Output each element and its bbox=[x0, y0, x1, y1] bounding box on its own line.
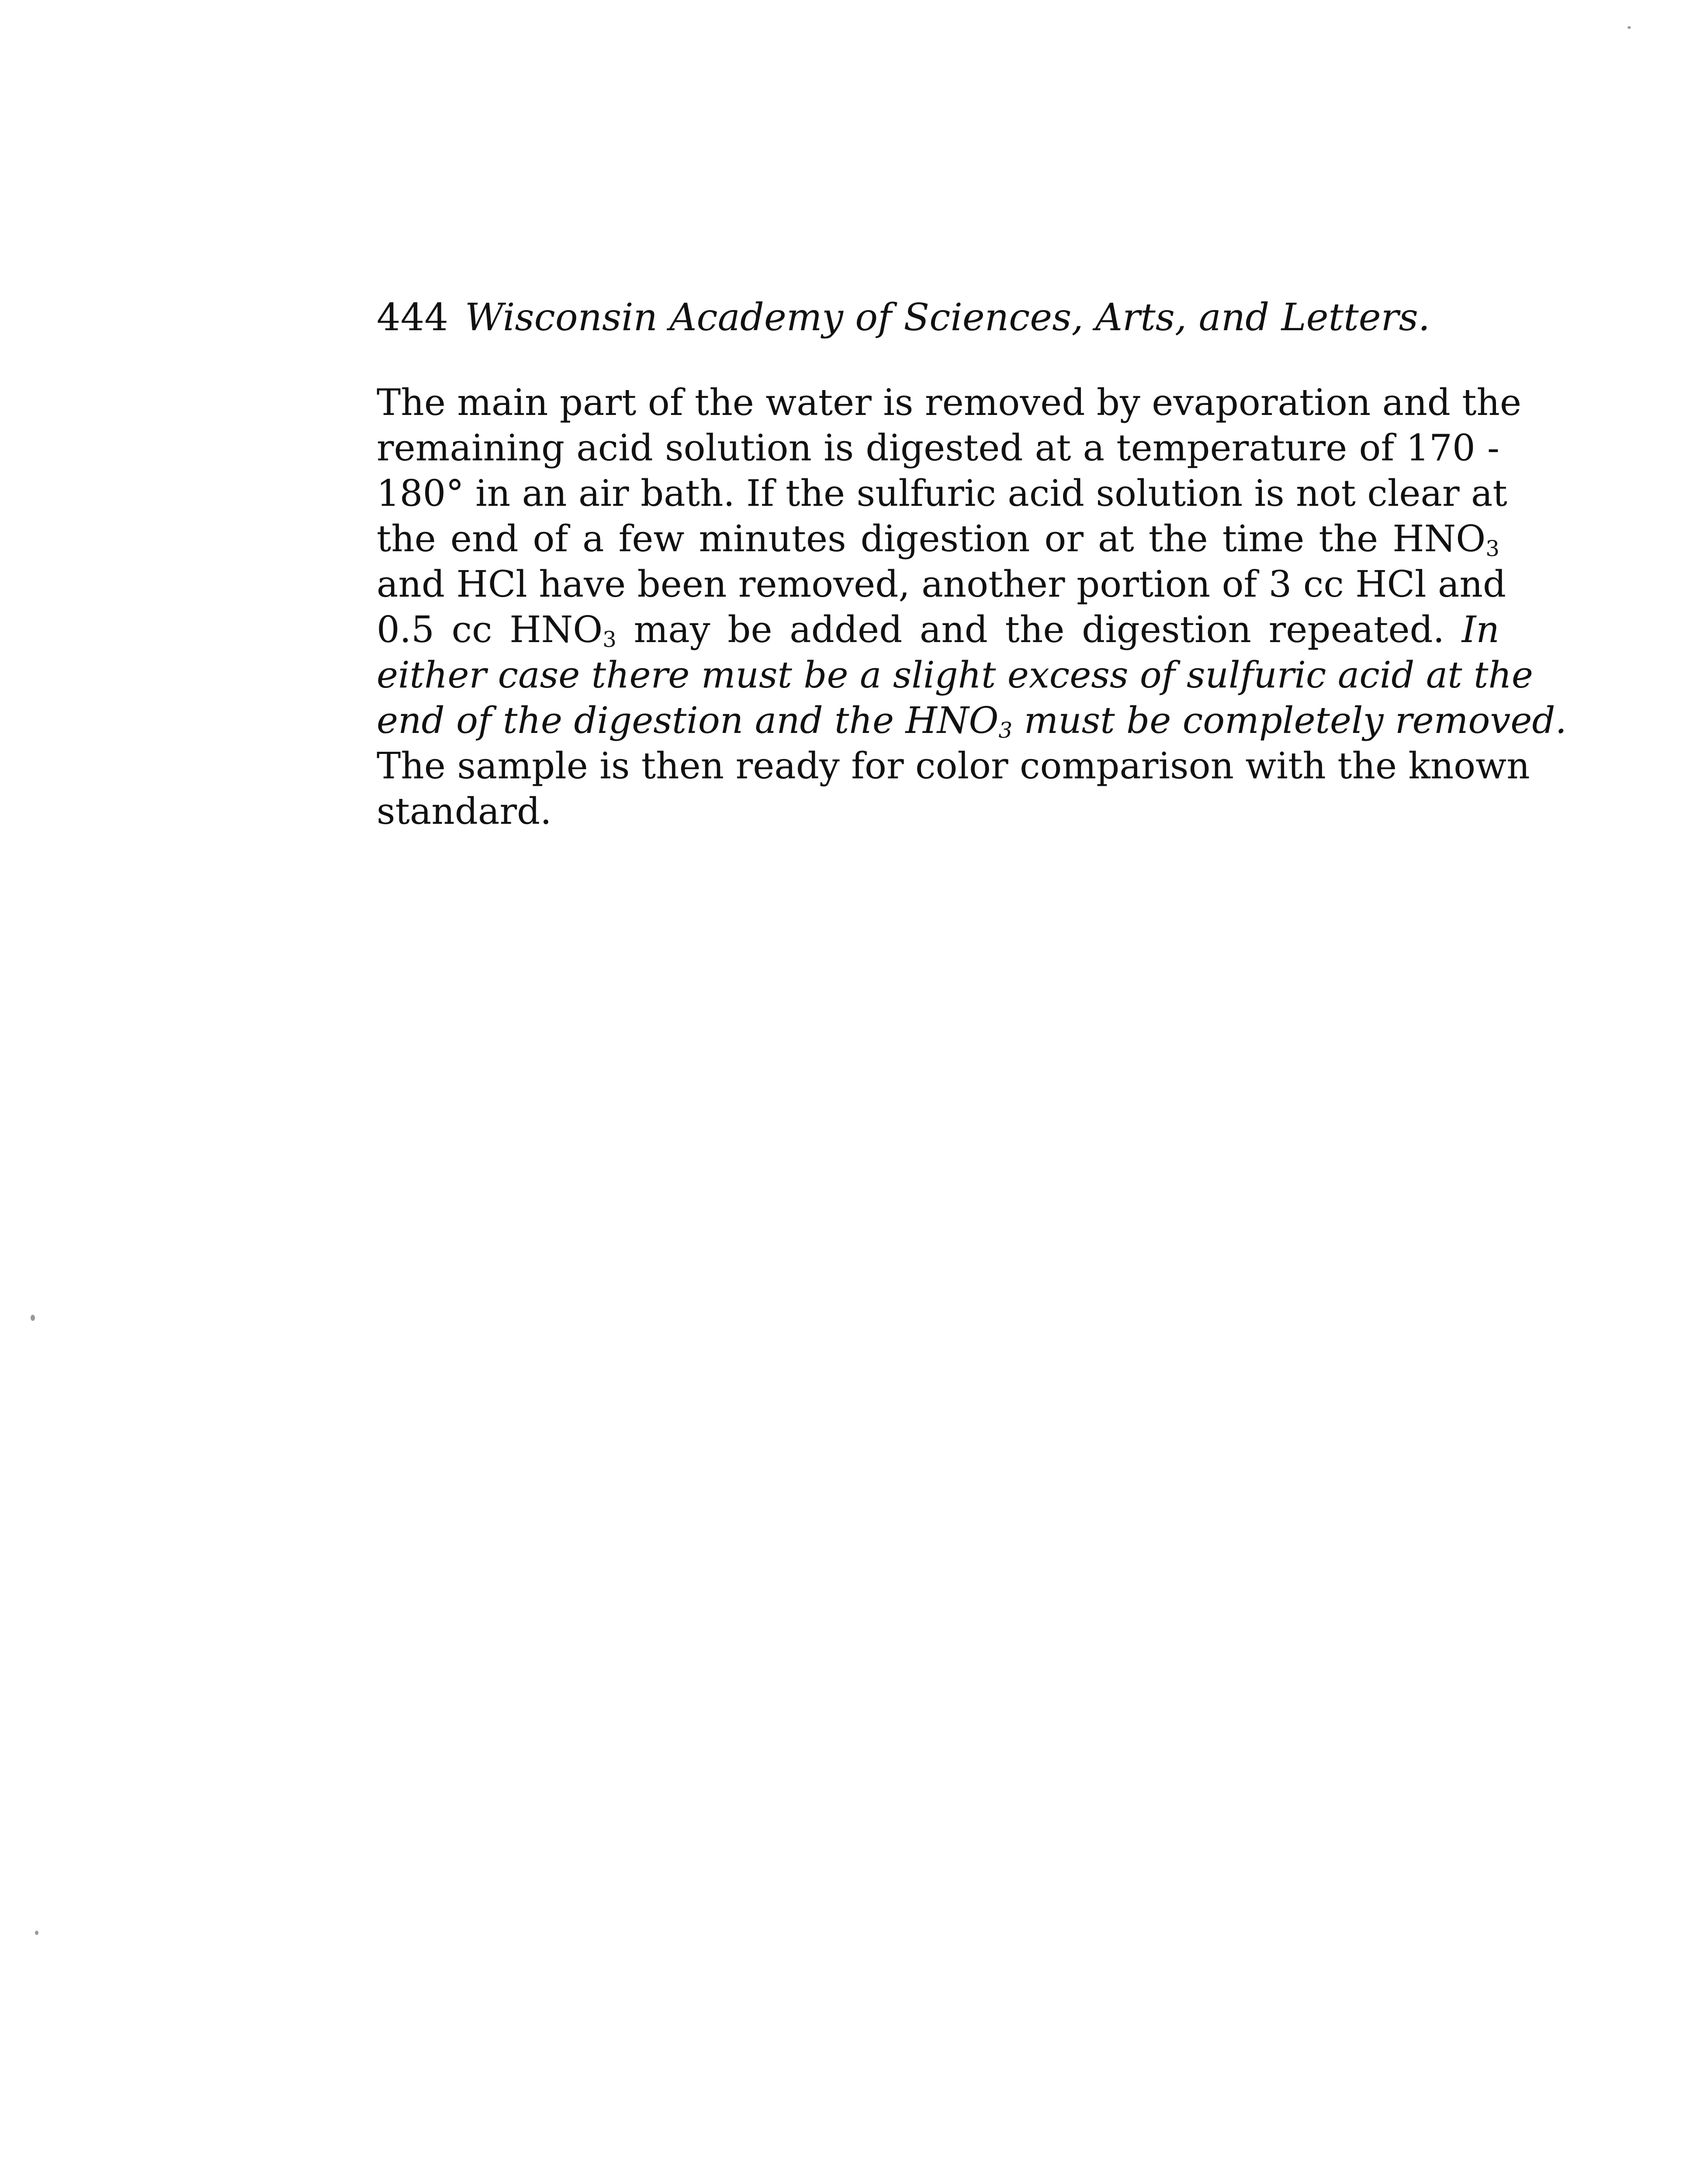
text-line bbox=[377, 789, 1499, 834]
text-segment: may be added and the digestion repeated. bbox=[616, 608, 1462, 651]
scan-speck bbox=[31, 1315, 35, 1321]
running-header bbox=[377, 294, 1499, 342]
text-segment: The sample is then ready for color comparison with the known bbox=[377, 745, 1530, 787]
text-segment: end of the digestion and the HNO bbox=[377, 699, 999, 742]
text-segment: the end of a few minutes digestion or at the time the HNO bbox=[377, 518, 1486, 560]
text-segment: 0.5 cc HNO bbox=[377, 608, 603, 651]
subscript: 3 bbox=[1485, 536, 1499, 561]
text-segment: and HCl have been removed, another portion of 3 cc HCl and bbox=[377, 563, 1506, 605]
text-line bbox=[377, 516, 1499, 562]
text-line bbox=[377, 743, 1530, 789]
scan-speck bbox=[1627, 26, 1631, 29]
text-segment: either case there must be a slight excess of sulfuric acid at the bbox=[377, 654, 1534, 696]
text-line bbox=[377, 380, 1522, 425]
text-segment: 180° in an air bath. If the sulfuric acid solution is not clear at bbox=[377, 472, 1507, 515]
text-segment: must be completely removed. bbox=[1012, 699, 1567, 742]
text-line bbox=[377, 607, 1499, 653]
text-segment: The main part of the water is removed by evaporation and the bbox=[377, 381, 1522, 424]
text-line bbox=[377, 425, 1499, 471]
running-title: Wisconsin Academy of Sciences, Arts, and Letters. bbox=[465, 296, 1430, 339]
body-paragraph bbox=[377, 380, 1567, 834]
subscript: 3 bbox=[602, 626, 616, 652]
text-line bbox=[377, 471, 1507, 516]
text-segment: standard. bbox=[377, 790, 552, 833]
text-line bbox=[377, 562, 1506, 607]
text-line bbox=[377, 653, 1534, 698]
subscript: 3 bbox=[998, 717, 1013, 743]
text-line bbox=[377, 698, 1567, 743]
text-segment: remaining acid solution is digested at a temperature of 170 - bbox=[377, 427, 1499, 469]
text-segment: In bbox=[1461, 608, 1499, 651]
scan-speck bbox=[35, 1931, 38, 1935]
page-number: 444 bbox=[377, 296, 449, 339]
